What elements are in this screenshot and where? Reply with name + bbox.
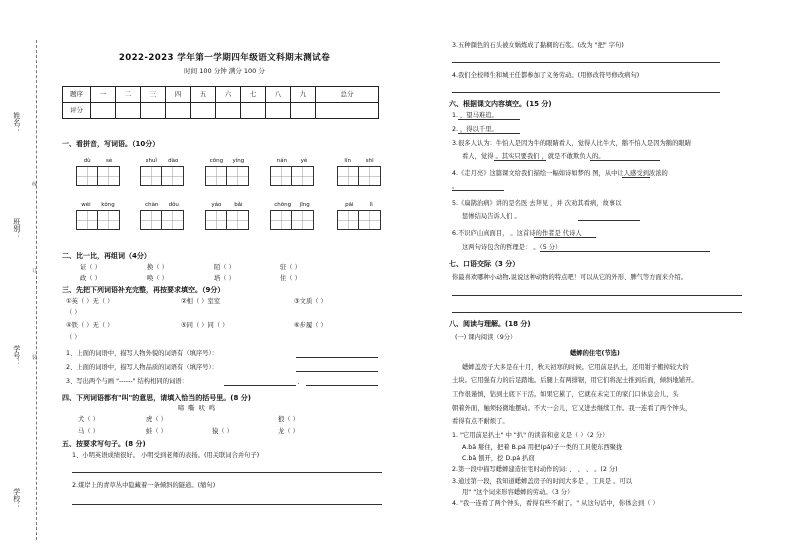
q7-prompt: 你最喜欢哪种小动物,说说这种动物的特点吧！可以从它的外形、脾气等方面来介绍。 [452, 274, 687, 281]
reading-option-cd[interactable]: C.bā 刨开，挖 D.pá 扒窃 [462, 455, 535, 462]
pinyin-group [270, 202, 314, 230]
score-col-total: 总分 [316, 87, 379, 103]
q6-heading: 六、根据课文内容填空。(15 分) [449, 100, 552, 108]
answer-line[interactable] [452, 190, 504, 191]
pinyin-syllable: chàn [145, 202, 159, 208]
writing-box[interactable] [162, 166, 184, 186]
pinyin-group [337, 158, 381, 186]
q5-sentence-2: 2.煤岸上的青草丛中隐藏着一条倾斜的隧道。(缩句) [72, 482, 216, 489]
score-cell[interactable] [291, 103, 316, 119]
writing-box[interactable] [227, 166, 249, 186]
writing-box[interactable] [359, 166, 381, 186]
answer-line[interactable] [458, 133, 520, 134]
pinyin-group [140, 158, 184, 186]
pinyin-text-row [140, 202, 184, 210]
writing-box[interactable] [270, 210, 292, 230]
reading-question-1: 1. "它用前足扒土" 中 "扒" 的读音和意义是（ ）（2 分） [452, 432, 609, 439]
q3-item[interactable]: ②相（ ）室室 [181, 298, 221, 305]
score-col: 三 [141, 87, 166, 103]
q6-line-5b: 惩惨结局告诉人们 。 [462, 213, 521, 220]
pinyin-syllable: kǒng [101, 202, 115, 208]
pinyin-group [270, 158, 314, 186]
writing-box[interactable] [337, 166, 359, 186]
pinyin-syllable: pāi [345, 202, 354, 208]
q2-heading: 二、比一比，再组词（4分） [62, 252, 151, 260]
writing-box[interactable] [98, 166, 120, 186]
tianzi-grid [205, 210, 249, 230]
q4-item[interactable]: 虎（ ） [146, 416, 167, 423]
writing-box[interactable] [292, 210, 314, 230]
answer-line[interactable] [296, 357, 378, 358]
q8-heading: 八、阅读与理解。(18 分) [449, 320, 531, 328]
q6-line-4a: 4.《走月亮》这篇课文给我们描绘一幅如诗如梦的 图，从中让人感受到浓浓的 [452, 170, 668, 177]
answer-line[interactable] [622, 177, 650, 178]
pinyin-syllable: lì [369, 202, 373, 208]
q6-line-3a: 3.很多人认为：牛怕人是因为牛的眼睛看人，觉得人比牛大，鹅不怕人是因为鹅的眼睛 [452, 140, 691, 147]
q2-item[interactable]: 唤（ ） [147, 275, 168, 282]
q3-item-3: 3、写出两个与画 "------" 结构相同的词语： [66, 378, 188, 385]
q3-row-2b[interactable]: （ ） [66, 334, 81, 341]
answer-line[interactable] [296, 371, 378, 372]
tianzi-grid [337, 210, 381, 230]
name-label: 姓名： [12, 112, 21, 133]
pinyin-group [76, 202, 120, 230]
pinyin-group [76, 158, 120, 186]
pinyin-syllable: yè [300, 158, 308, 164]
score-cell[interactable] [166, 103, 191, 119]
score-col: 四 [166, 87, 191, 103]
rewrite-sentence-3: 3.五种颜色的石头被女娲炼成了黏稠的石浆。(改为 "把" 字句) [452, 42, 624, 49]
score-value-row [63, 103, 379, 119]
score-cell[interactable] [241, 103, 266, 119]
pinyin-syllable: sè [106, 158, 113, 164]
answer-line[interactable] [540, 251, 710, 252]
answer-line[interactable] [72, 504, 382, 505]
exam-subtitle: 时间 100 分钟 满分 100 分 [184, 67, 265, 75]
reading-question-4: 4. "我一连看了两个钟头，看得有些不耐了。" 从这句话中，你体会到（ ） [452, 500, 659, 507]
answer-line[interactable] [458, 119, 520, 120]
pinyin-syllable: dào [168, 158, 179, 164]
score-col: 六 [216, 87, 241, 103]
pinyin-syllable: shuǐ [145, 158, 157, 164]
pinyin-text-row [140, 158, 184, 166]
tianzi-grid [270, 210, 314, 230]
writing-box[interactable] [76, 166, 98, 186]
answer-line[interactable] [452, 62, 720, 63]
q5-heading: 五、按要求写句子。(8 分) [62, 440, 146, 448]
q2-item[interactable]: 住（ ） [280, 275, 301, 282]
class-label: 班别： [12, 218, 21, 239]
q6-line-4b: 。 [452, 183, 459, 190]
pinyin-syllable: chōng [274, 202, 292, 208]
pinyin-text-row [205, 202, 249, 210]
pinyin-syllable: yáo [211, 202, 222, 208]
answer-line[interactable] [452, 295, 742, 296]
q1-heading: 一、看拼音，写词语。（10分） [62, 140, 160, 148]
answer-line[interactable] [452, 312, 742, 313]
score-cell[interactable] [216, 103, 241, 119]
q6-line-6a: 6.不识庐山真面目， 。这首诗的作者是 代诗人 [452, 230, 582, 237]
tianzi-grid [337, 166, 381, 186]
score-row-label: 评分 [63, 103, 91, 119]
q6-line-2: 2. ，得以千里。 [452, 126, 498, 133]
passage-line: 蟋蟀盖房子大多是在十月，秋天初寒的时候。它用前足扒土，还用钳子搬掉较大的 [462, 364, 689, 371]
score-col: 五 [191, 87, 216, 103]
q2-item[interactable]: 驻（ ） [280, 264, 301, 271]
q2-item[interactable]: 陌（ ） [214, 264, 235, 271]
passage-title: 蟋蟀的住宅(节选) [570, 350, 620, 357]
q4-item[interactable]: 龙（ ） [278, 428, 299, 435]
tianzi-grid [270, 166, 314, 186]
score-cell[interactable] [191, 103, 216, 119]
student-number-label: 学号： [12, 345, 21, 366]
pinyin-group [205, 202, 249, 230]
q4-heading: 四、下列词语都有"叫"的意思，请填入恰当的括号里。(8 分) [62, 394, 251, 402]
pinyin-syllable: yíng [232, 158, 245, 164]
reading-question-3b: 用" "这个词来形容蟋蟀的劳动。（3 分） [462, 489, 574, 496]
answer-line[interactable] [452, 92, 720, 93]
pinyin-text-row [337, 202, 381, 210]
q4-item[interactable]: 犬（ ） [78, 416, 99, 423]
writing-box[interactable] [292, 166, 314, 186]
score-col: 八 [266, 87, 291, 103]
q6-line-3b: 看人，觉得 。其实只要我们 ，就是不敢欺负人的。 [462, 153, 605, 160]
answer-line[interactable] [534, 237, 596, 238]
pinyin-text-row [270, 158, 314, 166]
score-col: 二 [116, 87, 141, 103]
reading-option-ab[interactable]: A.bā 掰住，把着 B.pá 用把(pá)子一类的工具使东西聚拢 [462, 444, 623, 451]
score-header-row [63, 87, 379, 103]
exam-title: 2022-2023 学年第一学期四年级语文科期末测试卷 [118, 53, 331, 63]
passage-line: 工作很谨慎，钻到土底下干活。如果它累了，它就在未完工的家门口休息会儿，头 [452, 391, 679, 398]
q3-item[interactable]: ④铁（ ）无（ ） [66, 322, 114, 329]
q3-row-1b[interactable]: （ ） [66, 309, 81, 316]
q4-item[interactable]: 狼（ ） [278, 416, 299, 423]
q6-line-6b: 这两句诗包含的哲理是： 。（5 分） [462, 244, 562, 251]
tianzi-grid [205, 166, 249, 186]
writing-box[interactable] [98, 210, 120, 230]
writing-box[interactable] [162, 210, 184, 230]
pinyin-group [337, 202, 381, 230]
pinyin-text-row [337, 158, 381, 166]
answer-line[interactable] [224, 385, 296, 386]
q4-item[interactable]: 蛙（ ） [146, 428, 167, 435]
tianzi-grid [140, 166, 184, 186]
pinyin-syllable: dù [83, 158, 91, 164]
score-table [62, 86, 379, 119]
pinyin-text-row [76, 158, 120, 166]
q2-item[interactable]: 证（ ） [80, 264, 101, 271]
writing-box[interactable] [140, 210, 162, 230]
q3-item[interactable]: ③文质（ ） [294, 298, 327, 305]
score-cell[interactable] [316, 103, 379, 119]
pinyin-text-row [205, 158, 249, 166]
passage-line: 看得有点不耐烦了。 [452, 418, 509, 425]
pinyin-syllable: jǐng [299, 202, 310, 208]
rewrite-sentence-4: 4.我们全校师生和城王任都参加了义务劳动。(用修改符号修改病句) [452, 72, 640, 79]
reading-question-3: 3.通过第一段，我知道蟋蟀盖房子的时间大多是 ，工具是 。可以 [452, 478, 633, 485]
pinyin-syllable: wéi [81, 202, 91, 208]
q2-item[interactable]: 培（ ） [214, 275, 235, 282]
answer-line[interactable] [72, 472, 382, 473]
pinyin-syllable: dǒu [168, 202, 179, 208]
q3-item-2: 2、上面的词语中，描写人物品质的词语有（填序号）： [66, 364, 218, 371]
answer-line[interactable] [494, 160, 546, 161]
score-col: 一 [91, 87, 116, 103]
score-cell[interactable] [266, 103, 291, 119]
q3-item-1: 1、上面的词语中，描写人物外貌的词语有（填序号）： [66, 350, 218, 357]
q7-heading: 七、口语交际（3 分） [449, 260, 520, 268]
score-col-label: 题序 [63, 87, 91, 103]
q2-item[interactable]: 换（ ） [147, 264, 168, 271]
q6-line-5a: 5.《扁鹊治病》讲的是名医 去拜见 ，并 次劝其看病，故事以 [452, 200, 622, 207]
seal-char-line: 线 [32, 182, 38, 188]
q4-item[interactable]: 马（ ） [78, 428, 99, 435]
q4-item[interactable]: 猿（ ） [212, 428, 233, 435]
writing-box[interactable] [337, 210, 359, 230]
tianzi-grid [140, 210, 184, 230]
pinyin-text-row [76, 202, 120, 210]
seal-char-bind: 装 [32, 355, 38, 361]
score-col: 九 [291, 87, 316, 103]
binding-dashed-line [36, 40, 37, 540]
score-cell[interactable] [116, 103, 141, 119]
writing-box[interactable] [205, 166, 227, 186]
reading-question-2: 2.第一段中描写蟋蟀建造住宅时动作的词: 、 、 、 。(2 分) [452, 466, 618, 473]
q3-item[interactable]: ⑥步履（ ） [294, 322, 327, 329]
pinyin-syllable: bǎi [234, 202, 243, 208]
score-col: 七 [241, 87, 266, 103]
pinyin-syllable: lín [344, 158, 351, 164]
writing-box[interactable] [76, 210, 98, 230]
writing-box[interactable] [140, 166, 162, 186]
answer-line[interactable] [306, 385, 378, 386]
seal-char-order: 订 [32, 268, 38, 274]
q4-words: 啼 嘶 吠 鸣 [178, 405, 217, 412]
q3-item[interactable]: ①英（ ）无（ ） [66, 298, 114, 305]
q3-item[interactable]: ⑤同（ ）同（ ） [181, 322, 229, 329]
q3-heading: 三、先把下列词语补充完整，再按要求填空。（9分） [62, 286, 225, 294]
tianzi-grid [76, 166, 120, 186]
q2-item[interactable]: 政（ ） [80, 275, 101, 282]
passage-line: 朝着外面，触须轻微地摆动。不大一会儿，它又进去继续工作。我一连看了两个钟头， [452, 405, 692, 412]
pinyin-syllable: cōng [209, 158, 224, 164]
school-label: 学校： [12, 488, 21, 509]
q3-separator: 、 [297, 378, 304, 385]
writing-box[interactable] [205, 210, 227, 230]
pinyin-text-row [270, 202, 314, 210]
writing-box[interactable] [270, 166, 292, 186]
pinyin-group [205, 158, 249, 186]
answer-line[interactable] [578, 220, 640, 221]
writing-box[interactable] [227, 210, 249, 230]
score-cell[interactable] [141, 103, 166, 119]
writing-box[interactable] [359, 210, 381, 230]
pinyin-syllable: nán [276, 158, 288, 164]
pinyin-syllable: shì [365, 158, 374, 164]
q6-line-1: 1. ，望马难追。 [452, 112, 498, 119]
q8-subheading: (一) 课内阅读（9分） [455, 334, 517, 341]
answer-line[interactable] [590, 160, 660, 161]
tianzi-grid [76, 210, 120, 230]
q5-sentence-1: 1、小明英语成绩很好。 小明受到老师的表扬。(用关联词合并句子) [72, 452, 260, 459]
pinyin-group [140, 202, 184, 230]
passage-line: 土块。它用强有力的后足踏地。后腿上有两排锯，用它们将泥土推到后面，倾斜地铺开。 [452, 377, 698, 384]
score-cell[interactable] [91, 103, 116, 119]
